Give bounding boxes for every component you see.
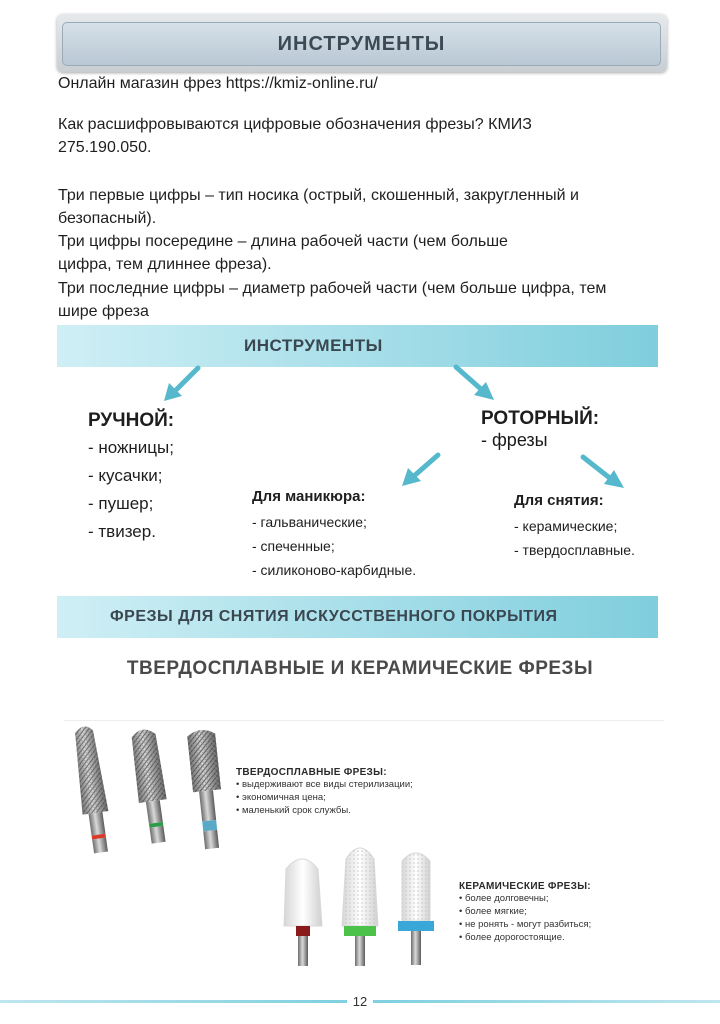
list-item: - кусачки; <box>88 466 163 485</box>
arrow-to-manicure-icon <box>398 450 444 490</box>
page-number-text: 12 <box>347 994 373 1009</box>
page-title: ИНСТРУМЕНТЫ <box>277 32 446 55</box>
shop-line: Онлайн магазин фрез https://kmiz-online.ru/ <box>58 75 378 92</box>
carbide-caption-title: ТВЕРДОСПЛАВНЫЕ ФРЕЗЫ: <box>236 767 387 778</box>
list-item: • более долговечны; <box>459 893 549 904</box>
list-item: - керамические; <box>514 518 618 534</box>
list-item: • маленький срок службы. <box>236 805 351 816</box>
arrow-to-rotary-icon <box>450 362 498 404</box>
list-item: - гальванические; <box>252 514 367 530</box>
rotary-sub: - фрезы <box>481 430 548 450</box>
manual-heading: РУЧНОЙ: <box>88 410 175 431</box>
arrow-to-removal-icon <box>578 452 628 492</box>
carbide-caption <box>236 767 413 817</box>
list-item: - твизер. <box>88 522 156 541</box>
para1-line-1: Три первые цифры – тип носика (острый, скошенный, закругленный и <box>58 187 579 204</box>
para3-line-1: Три последние цифры – диаметр рабочей части (чем больше цифра, тем <box>58 280 607 297</box>
rotary-heading: РОТОРНЫЙ: <box>481 408 600 429</box>
list-item: • более мягкие; <box>459 906 527 917</box>
tools-band-title: ИНСТРУМЕНТЫ <box>244 336 383 355</box>
arrow-to-manual-icon <box>160 363 204 405</box>
removal-band-title: ФРЕЗЫ ДЛЯ СНЯТИЯ ИСКУССТВЕННОГО ПОКРЫТИЯ <box>110 608 558 625</box>
list-item: • более дорогостоящие. <box>459 932 565 943</box>
list-item: - силиконово-карбидные. <box>252 562 417 578</box>
page-number <box>0 994 720 1009</box>
question-line-2: 275.190.050. <box>58 139 152 156</box>
ceramic-caption <box>459 881 591 944</box>
removal-list <box>514 514 635 562</box>
manicure-list <box>252 510 416 582</box>
section-subtitle: ТВЕРДОСПЛАВНЫЕ И КЕРАМИЧЕСКИЕ ФРЕЗЫ <box>126 658 594 679</box>
para3-line-2: шире фреза <box>58 303 149 320</box>
manicure-heading: Для маникюра: <box>252 488 366 505</box>
removal-band <box>57 596 658 638</box>
para2-line-1: Три цифры посередине – длина рабочей части (чем больше <box>58 233 508 250</box>
list-item: - ножницы; <box>88 438 174 457</box>
question-line-1: Как расшифровываются цифровые обозначения фрезы? КМИЗ <box>58 116 532 133</box>
manual-list <box>88 434 174 546</box>
list-item: - спеченные; <box>252 538 335 554</box>
list-item: • не ронять - могут разбиться; <box>459 919 592 930</box>
list-item: • выдерживают все виды стерилизации; <box>236 779 413 790</box>
list-item: - твердосплавные. <box>514 542 635 558</box>
para1-line-2: безопасный). <box>58 210 157 227</box>
removal-heading: Для снятия: <box>514 492 604 509</box>
list-item: • экономичная цена; <box>236 792 326 803</box>
header-bar <box>62 22 661 66</box>
burs-photo <box>64 720 664 971</box>
list-item: - пушер; <box>88 494 154 513</box>
tools-band <box>57 325 658 367</box>
ceramic-caption-title: КЕРАМИЧЕСКИЕ ФРЕЗЫ: <box>459 881 591 892</box>
para2-line-2: цифра, тем длиннее фреза). <box>58 256 272 273</box>
